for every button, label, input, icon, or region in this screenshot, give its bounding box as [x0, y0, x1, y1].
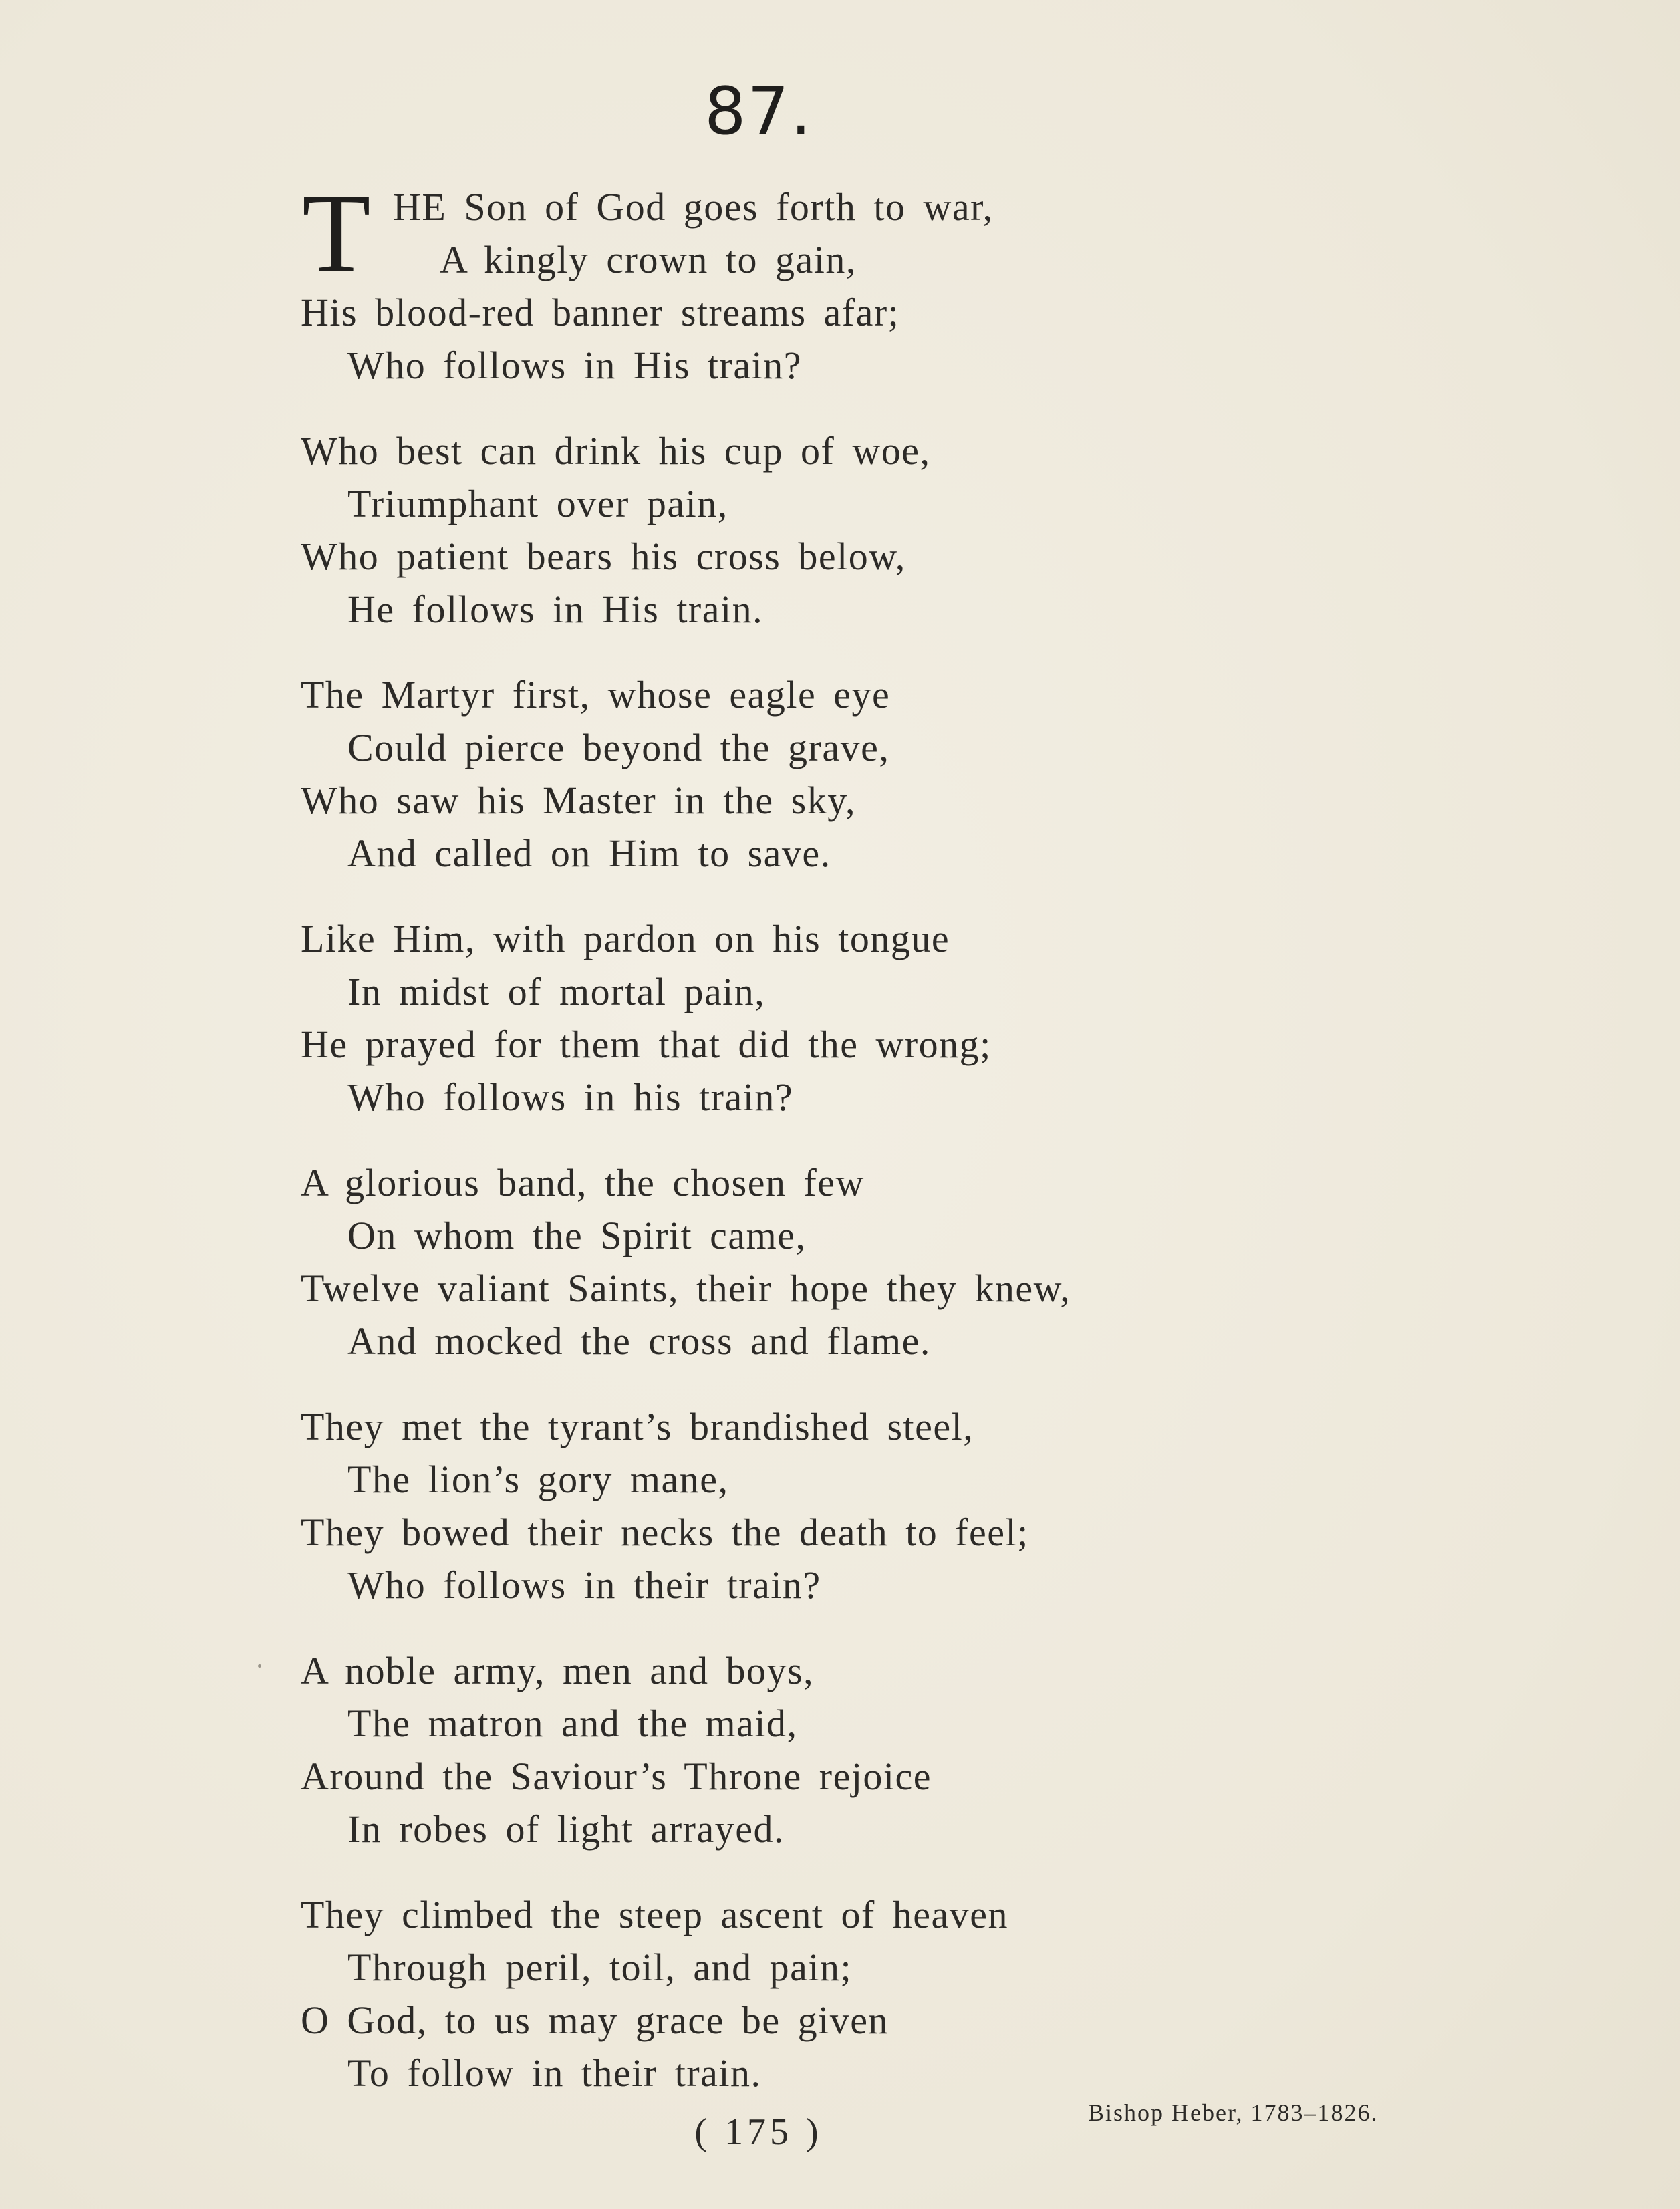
- stanza-line: Who patient bears his cross below,: [301, 535, 906, 578]
- stanza-line: Who follows in their train?: [347, 1563, 821, 1607]
- stanza-line: Who saw his Master in the sky,: [301, 779, 856, 822]
- stanza-5: [301, 1156, 1504, 1368]
- stanza-line: He prayed for them that did the wrong;: [301, 1023, 992, 1066]
- stanza-8: [301, 1888, 1504, 2099]
- stanza-line: And called on Him to save.: [347, 831, 831, 875]
- stanza-line: Who follows in His train?: [347, 344, 802, 387]
- stanza-line: O God, to us may grace be given: [301, 1998, 889, 2042]
- attribution: Bishop Heber, 1783–1826.: [1088, 2099, 1379, 2126]
- stanza-2: [301, 424, 1504, 636]
- line-text: HE Son of God goes forth to war,: [393, 185, 994, 229]
- stanza-1: [301, 171, 1504, 392]
- stanza-line: The lion’s gory mane,: [347, 1458, 729, 1501]
- hymn-text: [301, 171, 1504, 2099]
- stanza-line: Could pierce beyond the grave,: [347, 726, 890, 769]
- stanza-line: A kingly crown to gain,: [440, 238, 857, 281]
- stanza-7: [301, 1644, 1504, 1855]
- stanza-line: And mocked the cross and flame.: [347, 1319, 931, 1363]
- stanza-line: Like Him, with pardon on his tongue: [301, 917, 950, 960]
- stanza-line: On whom the Spirit came,: [347, 1214, 807, 1257]
- folio: ( 175 ): [694, 2111, 823, 2153]
- stanza-3: [301, 668, 1504, 880]
- stanza-line: Triumphant over pain,: [347, 482, 728, 525]
- stanza-line: They climbed the steep ascent of heaven: [301, 1893, 1008, 1936]
- stanza-line: They bowed their necks the death to feel;: [301, 1511, 1029, 1554]
- stanza-4: [301, 912, 1504, 1124]
- stanza-line: To follow in their train.: [347, 2051, 762, 2095]
- stanza-line: In midst of mortal pain,: [347, 970, 766, 1013]
- margin-mark: [258, 1664, 261, 1668]
- hymn-number: 87.: [704, 74, 813, 150]
- stanza-line: Who best can drink his cup of woe,: [301, 429, 931, 473]
- stanza-line: In robes of light arrayed.: [347, 1807, 785, 1851]
- stanza-line: Twelve valiant Saints, their hope they knew,: [301, 1267, 1071, 1310]
- stanza-line: He follows in His train.: [347, 588, 764, 631]
- stanza-line: A glorious band, the chosen few: [301, 1161, 865, 1204]
- stanza-line: The Martyr first, whose eagle eye: [301, 673, 891, 717]
- drop-cap: T: [302, 171, 372, 295]
- stanza-line: Through peril, toil, and pain;: [347, 1946, 853, 1989]
- stanza-line: The matron and the maid,: [347, 1702, 798, 1745]
- stanza-line: A noble army, men and boys,: [301, 1649, 815, 1692]
- stanza-line: Around the Saviour’s Throne rejoice: [301, 1755, 932, 1798]
- stanza-line: His blood-red banner streams afar;: [301, 291, 900, 334]
- stanza-line: Who follows in his train?: [347, 1075, 794, 1119]
- stanza-line: They met the tyrant’s brandished steel,: [301, 1405, 974, 1448]
- stanza-6: [301, 1400, 1504, 1611]
